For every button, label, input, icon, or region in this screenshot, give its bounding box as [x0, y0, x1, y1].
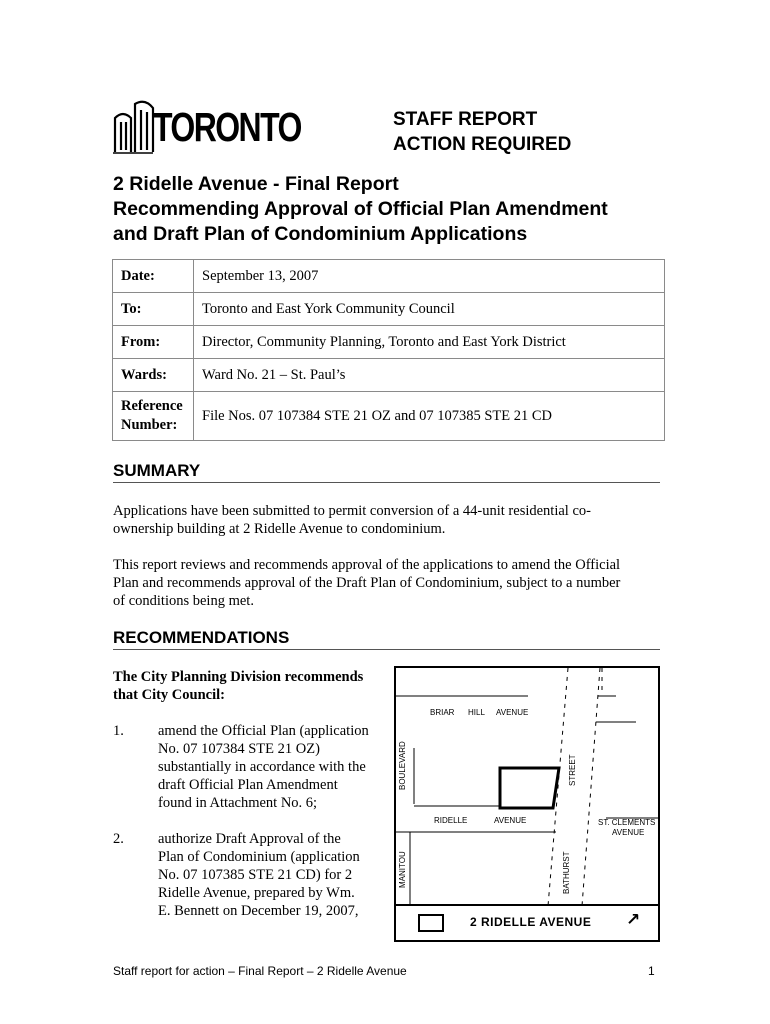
wards-value: Ward No. 21 – St. Paul’s [194, 359, 665, 392]
location-map [394, 666, 660, 942]
from-value: Director, Community Planning, Toronto and East York District [194, 326, 665, 359]
report-type [393, 107, 571, 157]
logo-wordmark: TORONTO [153, 104, 301, 150]
page-number: 1 [648, 964, 655, 978]
street-map [396, 668, 658, 906]
table-row [113, 293, 665, 326]
table-row [113, 326, 665, 359]
item-number: 2. [113, 831, 124, 847]
reference-value: File Nos. 07 107384 STE 21 OZ and 07 107385 STE 21 CD [194, 392, 665, 441]
text-line: draft Official Plan Amendment [158, 777, 338, 793]
text-line: Plan and recommends approval of the Draft Plan of Condominium, subject to a number [113, 575, 621, 591]
table-row [113, 392, 665, 441]
map-label: ST. CLEMENTS [598, 818, 656, 827]
text-line: authorize Draft Approval of the [158, 831, 341, 847]
footer-text: Staff report for action – Final Report – 2 Ridelle Avenue [113, 964, 407, 978]
summary-paragraph [113, 556, 658, 610]
text-line: Applications have been submitted to permit conversion of a 44-unit residential co- [113, 503, 591, 519]
page-title [113, 172, 673, 247]
map-label: AVENUE [612, 828, 645, 837]
title-line: 2 Ridelle Avenue - Final Report [113, 173, 399, 195]
title-line: Recommending Approval of Official Plan Amendment [113, 198, 608, 220]
text-line: Ridelle Avenue, prepared by Wm. [158, 885, 355, 901]
text-line: of conditions being met. [113, 593, 254, 609]
text-line: Plan of Condominium (application [158, 849, 360, 865]
summary-paragraph [113, 502, 658, 538]
text-line: No. 07 107384 STE 21 OZ) [158, 741, 320, 757]
text-line: This report reviews and recommends approval of the applications to amend the Official [113, 557, 621, 573]
item-text [158, 830, 383, 920]
date-label: Date: [113, 260, 194, 293]
text-line: E. Bennett on December 19, 2007, [158, 903, 359, 919]
wards-label: Wards: [113, 359, 194, 392]
map-label: AVENUE [496, 708, 529, 717]
item-text [158, 722, 383, 812]
to-value: Toronto and East York Community Council [194, 293, 665, 326]
text-line: amend the Official Plan (application [158, 723, 369, 739]
text-line: substantially in accordance with the [158, 759, 366, 775]
map-caption: 2 RIDELLE AVENUE [470, 915, 592, 929]
map-label: BRIAR [430, 708, 455, 717]
reference-label-line: Reference [121, 398, 183, 414]
text-line: that City Council: [113, 687, 225, 703]
recommendations-intro [113, 668, 383, 704]
date-value: September 13, 2007 [194, 260, 665, 293]
table-row [113, 260, 665, 293]
title-line: and Draft Plan of Condominium Applications [113, 223, 528, 245]
from-label: From: [113, 326, 194, 359]
to-label: To: [113, 293, 194, 326]
text-line: The City Planning Division recommends [113, 669, 364, 685]
report-metadata-table [112, 259, 665, 441]
summary-heading: SUMMARY [113, 461, 660, 483]
map-label: RIDELLE [434, 816, 468, 825]
table-row [113, 359, 665, 392]
map-label: AVENUE [494, 816, 527, 825]
map-label: HILL [468, 708, 485, 717]
report-type-line: ACTION REQUIRED [393, 134, 572, 155]
legend-site-box [418, 914, 444, 932]
map-label: MANITOU [398, 851, 407, 888]
text-line: found in Attachment No. 6; [158, 795, 318, 811]
map-caption-bar [396, 904, 658, 940]
reference-label [113, 392, 194, 441]
map-label: STREET [568, 754, 577, 786]
item-number: 1. [113, 723, 124, 739]
reference-label-line: Number: [121, 417, 178, 433]
text-line: ownership building at 2 Ridelle Avenue to condominium. [113, 521, 446, 537]
map-label: BOULEVARD [398, 741, 407, 790]
recommendations-heading: RECOMMENDATIONS [113, 628, 660, 650]
north-arrow-icon: ↗ [626, 910, 641, 930]
report-type-line: STAFF REPORT [393, 109, 538, 130]
map-label: BATHURST [562, 851, 571, 894]
subject-site-outline [500, 768, 559, 808]
text-line: No. 07 107385 STE 21 CD) for 2 [158, 867, 353, 883]
